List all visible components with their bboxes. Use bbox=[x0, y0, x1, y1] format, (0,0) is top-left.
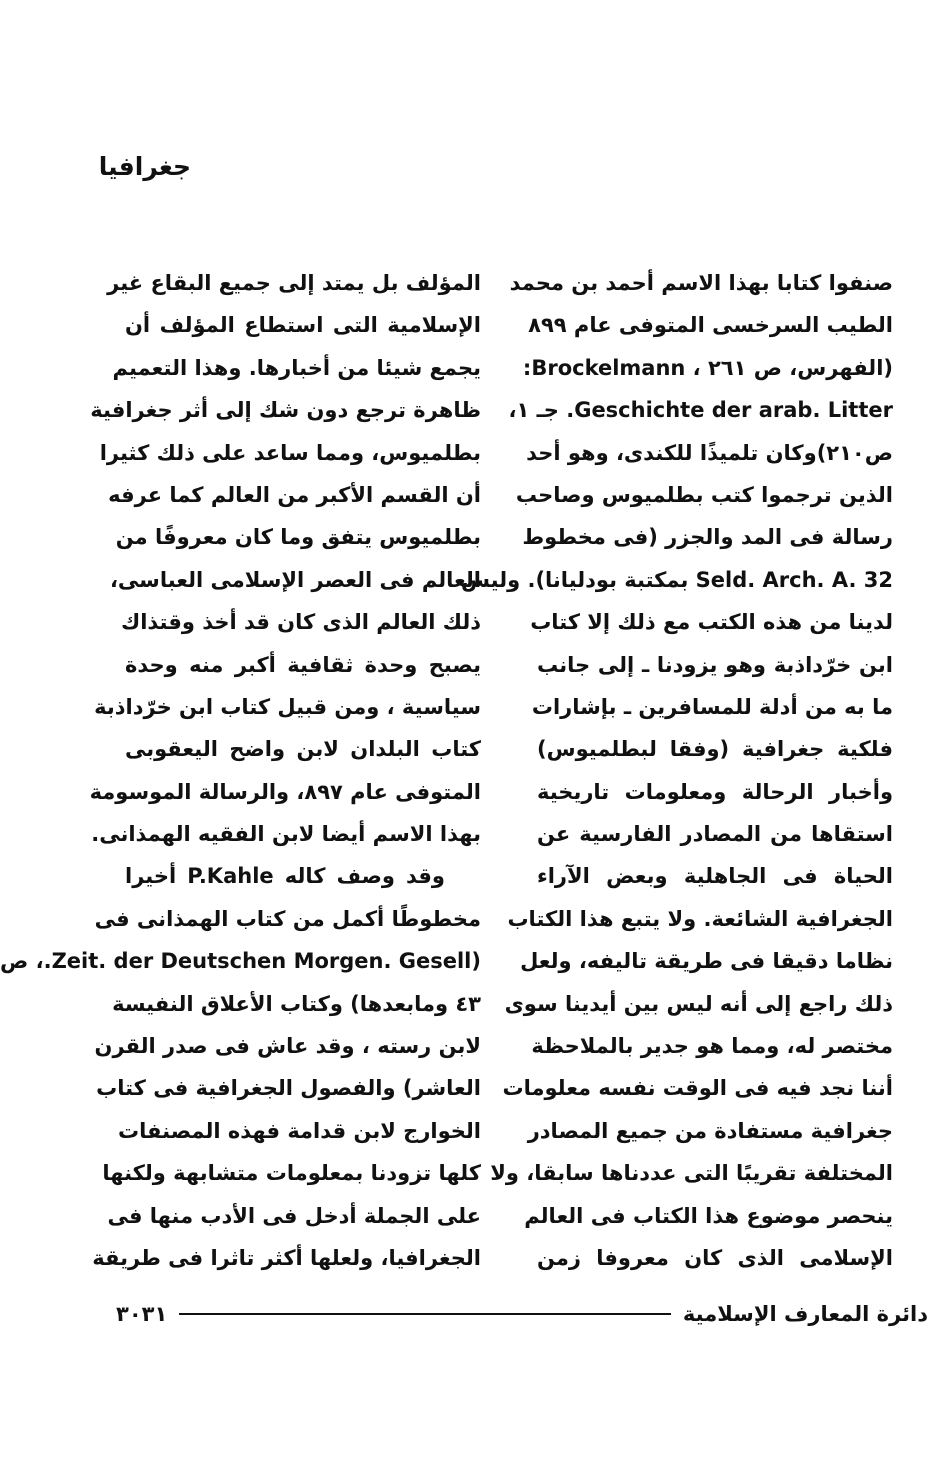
page-number: ٣٠٣١ bbox=[116, 1302, 168, 1326]
text-line: الإسلامى الذى كان معروفا زمن bbox=[537, 1245, 893, 1270]
text-line: مختصر له، ومما هو جدير بالملاحظة bbox=[531, 1034, 893, 1059]
page-footer bbox=[116, 1296, 928, 1332]
text-line: سياسية ، ومن قبيل كتاب ابن خرّداذبة bbox=[94, 694, 481, 719]
text-line: ينحصر موضوع هذا الكتاب فى العالم bbox=[524, 1203, 893, 1228]
text-line: بهذا الاسم أيضا لابن الفقيه الهمذانى. bbox=[91, 822, 481, 847]
text-line: على الجملة أدخل فى الأدب منها فى bbox=[107, 1203, 481, 1228]
text-line: (الفهرس، ص ٢٦١ ، Brockelmann: bbox=[522, 355, 893, 380]
page-title: جغرافيا bbox=[98, 152, 191, 181]
text-line: العالم فى العصر الإسلامى العباسى، bbox=[109, 567, 481, 592]
text-line: (Zeit. der Deutschen Morgen. Gesell.، ص bbox=[0, 949, 481, 974]
text-line: نظاما دقيقا فى طريقة تاليفه، ولعل bbox=[520, 949, 893, 974]
text-line: Seld. Arch. A. 32 بمكتبة بودليانا). وليس bbox=[460, 567, 893, 592]
text-line: مخطوطًا أكمل من كتاب الهمذانى فى bbox=[94, 906, 481, 931]
text-line: العاشر) والفصول الجغرافية فى كتاب bbox=[96, 1076, 481, 1101]
text-line: الخوارج لابن قدامة فهذه المصنفات bbox=[118, 1118, 481, 1143]
text-line: الجغرافية الشائعة. ولا يتبع هذا الكتاب bbox=[507, 906, 893, 931]
text-line: الجغرافيا، ولعلها أكثر تاثرا فى طريقة bbox=[92, 1245, 481, 1270]
text-line: المختلفة تقريبًا التى عددناها سابقا، ولا bbox=[490, 1161, 893, 1186]
text-line: المؤلف بل يمتد إلى جميع البقاع غير bbox=[107, 271, 481, 295]
text-line: ٤٣ ومابعدها) وكتاب الأعلاق النفيسة bbox=[112, 991, 481, 1016]
right-column bbox=[460, 262, 893, 1279]
text-line: ظاهرة ترجع دون شك إلى أثر جغرافية bbox=[90, 398, 481, 423]
text-line: ذلك راجع إلى أنه ليس بين أيدينا سوى bbox=[504, 991, 893, 1016]
text-line: بطلميوس يتفق وما كان معروفًا من bbox=[115, 525, 481, 550]
left-column bbox=[0, 262, 481, 1279]
text-line: وأخبار الرحالة ومعلومات تاريخية bbox=[537, 779, 893, 804]
text-line: أننا نجد فيه فى الوقت نفسه معلومات bbox=[502, 1076, 893, 1101]
footer-rule bbox=[179, 1313, 671, 1315]
text-line: كلها تزودنا بمعلومات متشابهة ولكنها bbox=[102, 1161, 481, 1186]
text-line: المتوفى عام ٨٩٧، والرسالة الموسومة bbox=[89, 779, 481, 804]
text-line: الإسلامية التى استطاع المؤلف أن bbox=[125, 313, 481, 338]
text-line: صنفوا كتابا بهذا الاسم أحمد بن محمد bbox=[509, 271, 893, 295]
text-line: كتاب البلدان لابن واضح اليعقوبى bbox=[125, 737, 481, 762]
text-line: ص٢١٠)وكان تلميذًا للكندى، وهو أحد bbox=[526, 440, 893, 465]
text-line: فلكية جغرافية (وفقا لبطلميوس) bbox=[537, 737, 893, 762]
text-line: لدينا من هذه الكتب مع ذلك إلا كتاب bbox=[530, 610, 893, 635]
text-line: أن القسم الأكبر من العالم كما عرفه bbox=[108, 482, 481, 507]
text-line: الذين ترجموا كتب بطلميوس وصاحب bbox=[515, 482, 893, 507]
text-line: استقاها من المصادر الفارسية عن bbox=[537, 822, 893, 847]
text-line: الطيب السرخسى المتوفى عام ٨٩٩ bbox=[528, 313, 893, 338]
text-line: ابن خرّداذبة وهو يزودنا ـ إلى جانب bbox=[537, 652, 893, 677]
text-line: رسالة فى المد والجزر (فى مخطوط bbox=[522, 525, 893, 550]
publication-title: دائرة المعارف الإسلامية bbox=[682, 1302, 928, 1326]
text-line: ذلك العالم الذى كان قد أخذ وقتذاك bbox=[120, 610, 481, 635]
text-line: جغرافية مستفادة من جميع المصادر bbox=[527, 1118, 893, 1143]
text-line: Geschichte der arab. Litter. جـ ١، bbox=[508, 398, 893, 423]
text-line: لابن رسته ، وقد عاش فى صدر القرن bbox=[94, 1034, 481, 1059]
text-line: الحياة فى الجاهلية وبعض الآراء bbox=[537, 864, 893, 889]
text-line: ما به من أدلة للمسافرين ـ بإشارات bbox=[531, 694, 893, 719]
text-line: يصبح وحدة ثقافية أكبر منه وحدة bbox=[125, 652, 481, 677]
text-line: يجمع شيئا من أخبارها. وهذا التعميم bbox=[112, 355, 481, 380]
paragraph-start-line: وقد وصف كاله P.Kahle أخيرا bbox=[125, 864, 445, 889]
text-line: بطلميوس، ومما ساعد على ذلك كثيرا bbox=[99, 440, 481, 465]
